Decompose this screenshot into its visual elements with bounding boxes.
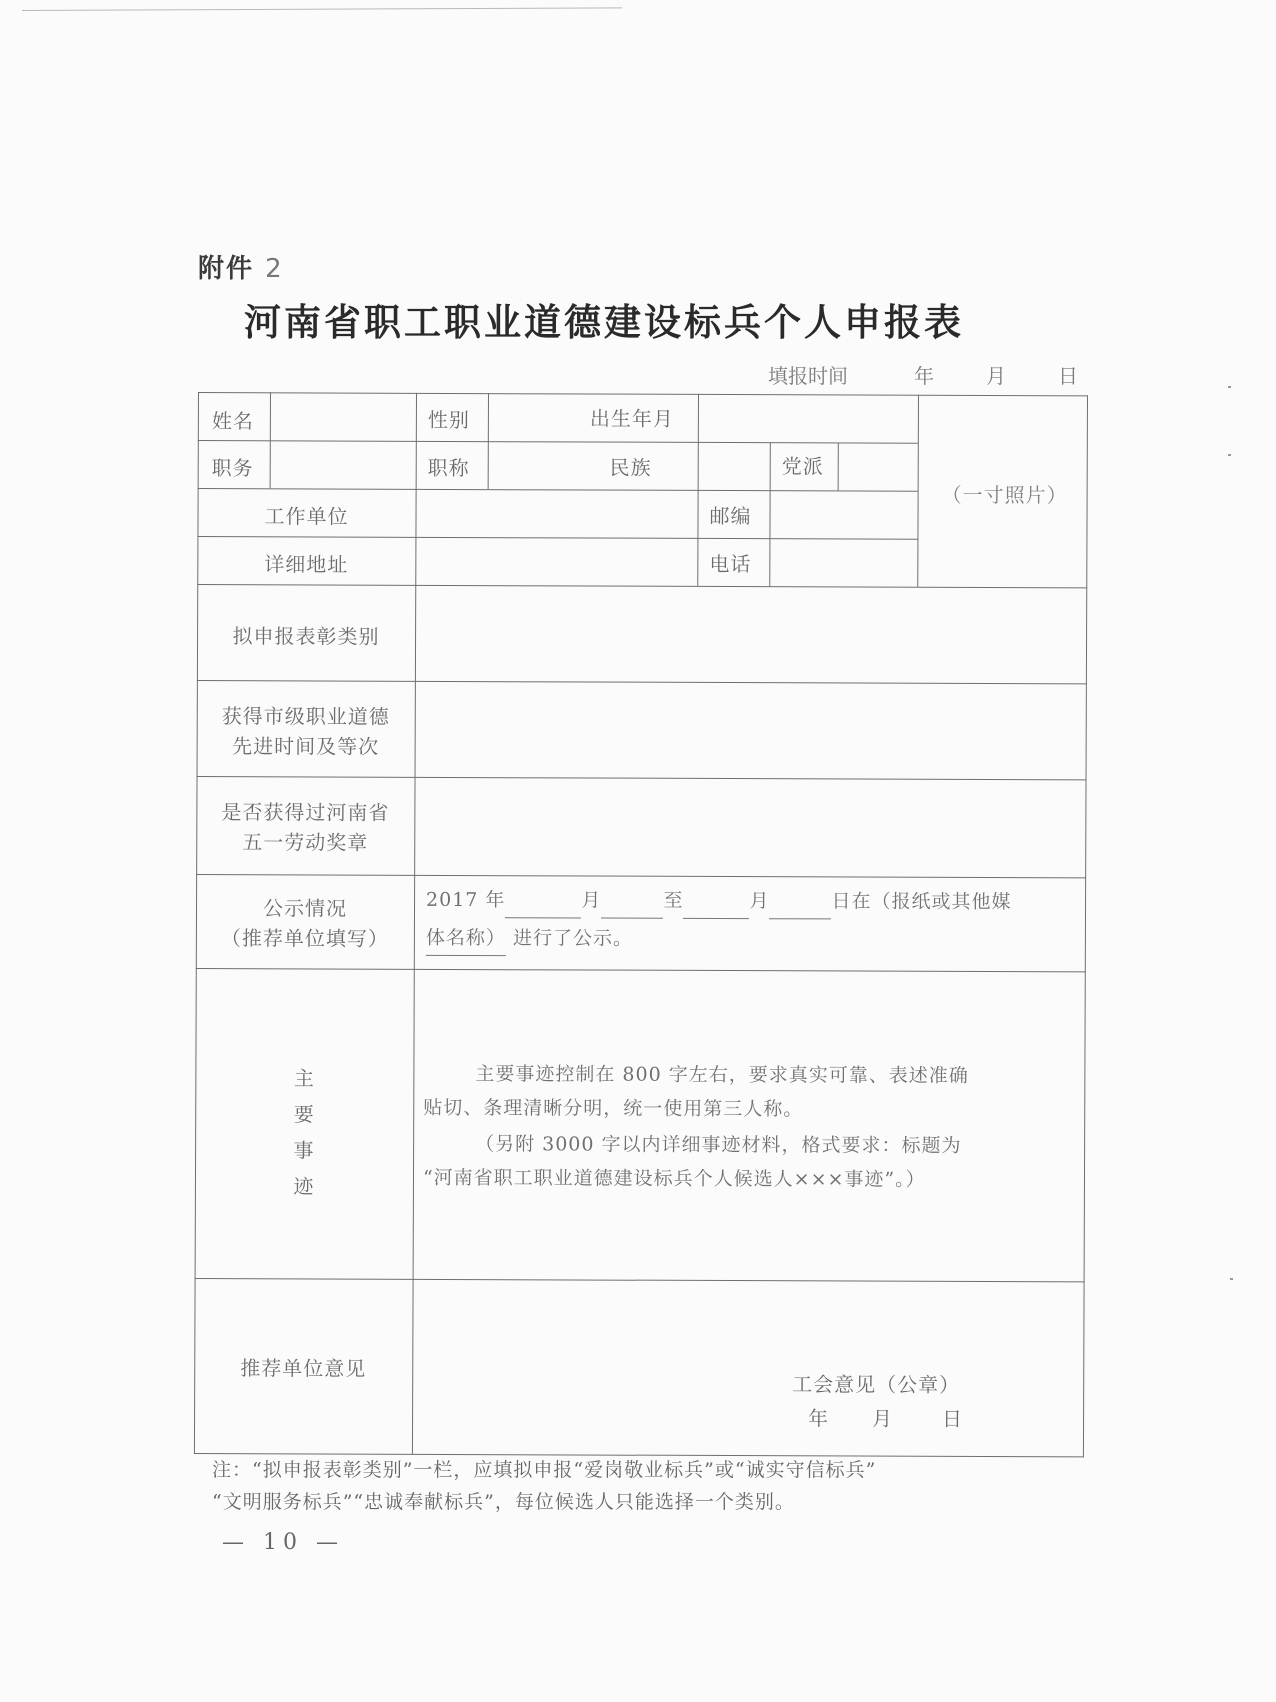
label-deeds-1: 主 — [293, 1066, 315, 1091]
row-divider — [195, 1278, 1085, 1282]
col-divider — [769, 442, 771, 586]
row-divider — [198, 488, 918, 492]
label-address: 详细地址 — [264, 552, 349, 577]
row-divider — [196, 968, 1086, 972]
col-divider — [838, 442, 839, 490]
field-job-title[interactable] — [494, 451, 590, 481]
col-divider — [270, 392, 271, 488]
deeds-text-3: （另附 3000 字以内详细事迹材料，格式要求：标题为 — [475, 1133, 962, 1157]
application-form — [194, 392, 1088, 1457]
label-position: 职务 — [211, 456, 254, 481]
label-publicity-2: （推荐单位填写） — [220, 926, 389, 951]
page-title: 河南省职工职业道德建设标兵个人申报表 — [244, 300, 964, 344]
label-deeds-4: 迹 — [293, 1174, 315, 1199]
field-address[interactable] — [421, 547, 691, 578]
scan-speck — [1228, 454, 1231, 456]
field-province-honor[interactable] — [422, 785, 1076, 868]
field-city-honor[interactable] — [423, 689, 1077, 772]
publicity-line-1: 2017 年 月 至 月 日在（报纸或其他媒 — [426, 883, 1012, 920]
page-number: — 10 — — [222, 1530, 344, 1555]
footnote-line-1: 注：“拟申报表彰类别”一栏，应填拟申报“爱岗敬业标兵”或“诚实守信标兵” — [212, 1459, 877, 1481]
field-ethnicity[interactable] — [704, 452, 766, 482]
field-name[interactable] — [276, 402, 412, 433]
col-divider — [488, 393, 489, 489]
label-work-unit: 工作单位 — [264, 504, 349, 529]
label-birth: 出生年月 — [589, 406, 674, 431]
deeds-text-1: 主要事迹控制在 800 字左右，要求真实可靠、表述准确 — [475, 1063, 969, 1087]
label-job-title: 职称 — [427, 455, 470, 481]
deeds-text-4: “河南省职工职业道德建设标兵个人候选人×××事迹”。） — [422, 1166, 926, 1191]
field-gender[interactable] — [494, 403, 590, 433]
photo-placeholder: （一寸照片） — [941, 482, 1068, 508]
row-divider — [196, 874, 1086, 878]
label-publicity-1: 公示情况 — [262, 896, 348, 921]
field-work-unit[interactable] — [421, 499, 691, 530]
row-divider — [198, 440, 918, 444]
union-month: 月 — [872, 1406, 894, 1431]
label-category: 拟申报表彰类别 — [232, 624, 380, 649]
deeds-text-2: 贴切、条理清晰分明，统一使用第三人称。 — [423, 1096, 804, 1121]
label-ethnicity: 民族 — [609, 455, 652, 480]
label-name: 姓名 — [211, 409, 254, 434]
field-postcode[interactable] — [775, 500, 911, 531]
scan-speck — [1228, 386, 1231, 388]
label-party: 党派 — [781, 454, 824, 479]
field-recommend[interactable] — [420, 1287, 1074, 1360]
label-city-honor-2: 先进时间及等次 — [232, 734, 380, 759]
field-position[interactable] — [276, 450, 412, 481]
label-city-honor-1: 获得市级职业道德 — [221, 704, 390, 729]
field-phone[interactable] — [775, 548, 911, 579]
scan-speck — [1230, 1278, 1233, 1280]
form-border-right — [1083, 395, 1088, 1457]
label-deeds-2: 要 — [293, 1102, 315, 1127]
label-deeds-3: 事 — [293, 1138, 315, 1163]
field-category[interactable] — [423, 593, 1077, 676]
row-divider — [197, 584, 1087, 588]
attachment-label: 附件 2 — [198, 254, 284, 284]
label-phone: 电话 — [709, 551, 752, 577]
row-divider — [197, 776, 1087, 780]
label-gender: 性别 — [427, 407, 470, 433]
footnote-line-2: “文明服务标兵”“忠诚奉献标兵”，每位候选人只能选择一个类别。 — [212, 1491, 795, 1513]
field-party[interactable] — [844, 452, 914, 482]
scan-top-edge — [22, 7, 622, 11]
field-birth[interactable] — [704, 404, 914, 435]
union-day: 日 — [942, 1406, 964, 1431]
form-border-top — [198, 392, 1088, 396]
union-opinion: 工会意见（公章） — [792, 1372, 961, 1397]
label-recommend: 推荐单位意见 — [240, 1356, 367, 1381]
publicity-line-2: 体名称） 进行了公示。 — [426, 921, 633, 957]
union-year: 年 — [808, 1406, 830, 1431]
label-province-honor-2: 五一劳动奖章 — [242, 830, 369, 855]
label-province-honor-1: 是否获得过河南省 — [221, 800, 390, 825]
col-divider — [917, 395, 919, 587]
row-divider — [197, 536, 917, 540]
row-divider — [197, 680, 1087, 684]
label-postcode: 邮编 — [709, 503, 752, 529]
footnote — [212, 1454, 876, 1518]
